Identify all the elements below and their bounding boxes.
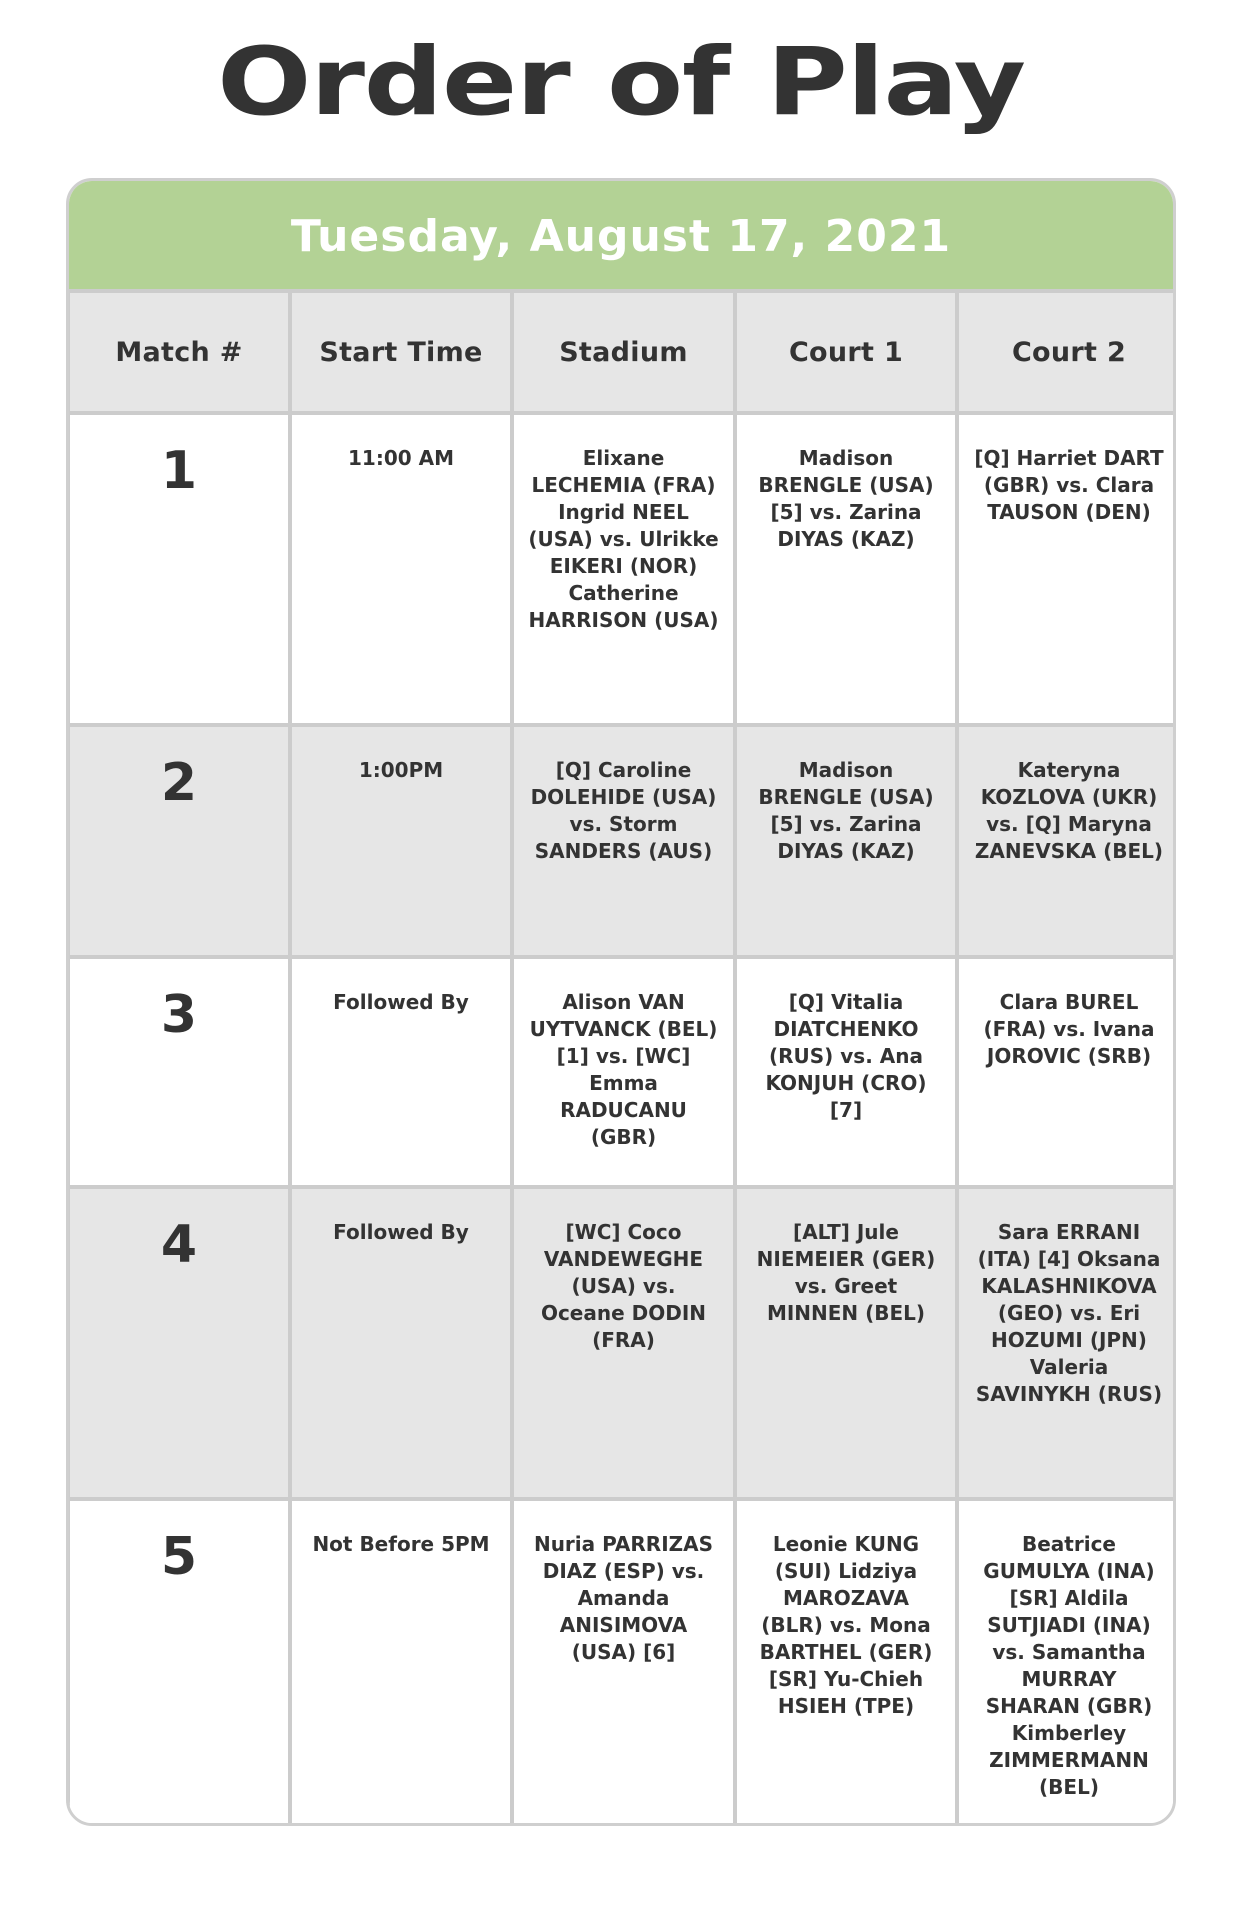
court-1-match: [ALT] Jule NIEMEIER (GER) vs. Greet MINNEN (BEL) xyxy=(756,1220,936,1325)
court-2-cell xyxy=(957,957,1176,1187)
court-1-match: Madison BRENGLE (USA) [5] vs. Zarina DIYAS (KAZ) xyxy=(758,758,934,863)
court-2-match: Sara ERRANI (ITA) [4] Oksana KALASHNIKOVA (GEO) vs. Eri HOZUMI (JPN) Valeria SAVINYKH (RUS) xyxy=(975,1220,1163,1406)
start-time: Not Before 5PM xyxy=(312,1532,490,1556)
court-2-match: Beatrice GUMULYA (INA) [SR] Aldila SUTJIADI (INA) vs. Samantha MURRAY SHARAN (GBR) Kimberley ZIMMERMANN (BEL) xyxy=(983,1532,1155,1799)
court-2-match: Kateryna KOZLOVA (UKR) vs. [Q] Maryna ZANEVSKA (BEL) xyxy=(974,758,1164,863)
start-time-cell xyxy=(290,413,512,725)
start-time-cell xyxy=(290,1187,512,1499)
court-1-cell xyxy=(735,957,957,1187)
match-number: 1 xyxy=(160,441,198,501)
match-number: 4 xyxy=(160,1215,198,1275)
start-time: Followed By xyxy=(333,1220,469,1244)
court-2-cell xyxy=(957,725,1176,957)
stadium-match: [WC] Coco VANDEWEGHE (USA) vs. Oceane DODIN (FRA) xyxy=(540,1220,707,1352)
court-1-cell xyxy=(735,725,957,957)
match-number-cell xyxy=(68,413,290,725)
header-court-1: Court 1 xyxy=(735,291,957,413)
stadium-cell xyxy=(512,1187,735,1499)
stadium-cell xyxy=(512,725,735,957)
start-time: 1:00PM xyxy=(358,758,444,782)
match-number-cell xyxy=(68,957,290,1187)
court-1-cell xyxy=(735,1499,957,1826)
header-row xyxy=(68,291,1176,413)
start-time-cell xyxy=(290,725,512,957)
court-2-cell xyxy=(957,1499,1176,1826)
court-1-cell xyxy=(735,1187,957,1499)
stadium-match: Alison VAN UYTVANCK (BEL) [1] vs. [WC] Emma RADUCANU (GBR) xyxy=(529,990,718,1149)
stadium-match: [Q] Caroline DOLEHIDE (USA) vs. Storm SANDERS (AUS) xyxy=(530,758,717,863)
court-1-match: Madison BRENGLE (USA) [5] vs. Zarina DIYAS (KAZ) xyxy=(758,446,934,551)
court-1-match: Leonie KUNG (SUI) Lidziya MAROZAVA (BLR) vs. Mona BARTHEL (GER) [SR] Yu-Chieh HSIEH (TPE) xyxy=(759,1532,933,1718)
court-1-cell xyxy=(735,413,957,725)
header-start-time: Start Time xyxy=(290,291,512,413)
header-match-number: Match # xyxy=(68,291,290,413)
match-number: 3 xyxy=(160,985,198,1045)
table-row xyxy=(68,413,1176,725)
court-2-match: Clara BUREL (FRA) vs. Ivana JOROVIC (SRB) xyxy=(983,990,1155,1068)
header-stadium: Stadium xyxy=(512,291,735,413)
stadium-match: Elixane LECHEMIA (FRA) Ingrid NEEL (USA) vs. Ulrikke EIKERI (NOR) Catherine HARRISON (USA) xyxy=(528,446,719,632)
court-2-match: [Q] Harriet DART (GBR) vs. Clara TAUSON (DEN) xyxy=(974,446,1164,524)
table-row xyxy=(68,1187,1176,1499)
schedule-table xyxy=(66,289,1176,1826)
start-time-cell xyxy=(290,957,512,1187)
schedule-card xyxy=(66,178,1176,1826)
match-number-cell xyxy=(68,725,290,957)
page-title: Order of Play xyxy=(217,28,1025,137)
court-2-cell xyxy=(957,413,1176,725)
stadium-cell xyxy=(512,413,735,725)
start-time: 11:00 AM xyxy=(347,446,454,470)
table-row xyxy=(68,725,1176,957)
header-court-2: Court 2 xyxy=(957,291,1176,413)
start-time-cell xyxy=(290,1499,512,1826)
match-number-cell xyxy=(68,1187,290,1499)
stadium-cell xyxy=(512,1499,735,1826)
court-2-cell xyxy=(957,1187,1176,1499)
match-number-cell xyxy=(68,1499,290,1826)
date-banner: Tuesday, August 17, 2021 xyxy=(69,181,1173,289)
match-number: 5 xyxy=(160,1527,198,1587)
start-time: Followed By xyxy=(333,990,469,1014)
match-number: 2 xyxy=(160,753,198,813)
stadium-match: Nuria PARRIZAS DIAZ (ESP) vs. Amanda ANISIMOVA (USA) [6] xyxy=(533,1532,714,1664)
court-1-match: [Q] Vitalia DIATCHENKO (RUS) vs. Ana KONJUH (CRO) [7] xyxy=(765,990,927,1122)
table-row xyxy=(68,1499,1176,1826)
stadium-cell xyxy=(512,957,735,1187)
table-row xyxy=(68,957,1176,1187)
